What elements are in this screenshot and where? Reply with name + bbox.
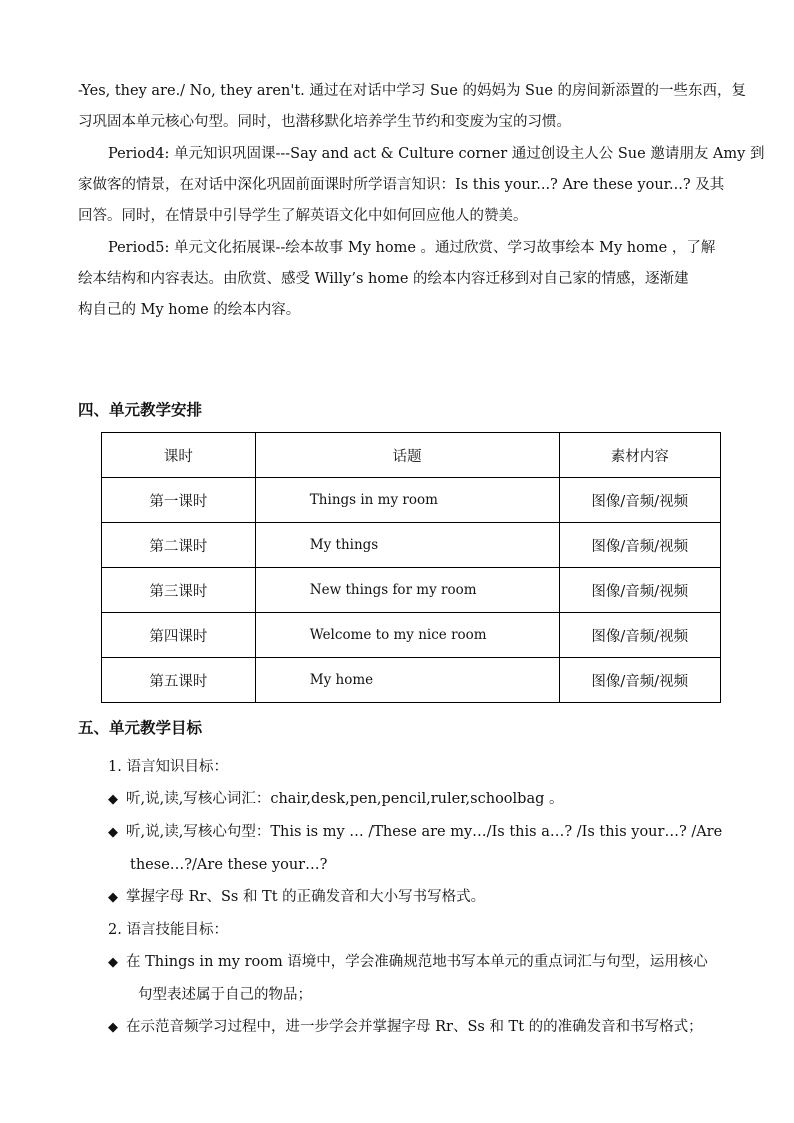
period4-paragraph: [78, 139, 765, 232]
text-line: 家做客的情景，在对话中深化巩固前面课时所学语言知识：Is this your...? Are these your...? 及其: [78, 177, 725, 193]
table-row: [102, 523, 721, 568]
table-row: [102, 613, 721, 658]
goal-text-continuation: 句型表述属于自己的物品；: [138, 987, 312, 1003]
section-5-heading: 五、单元教学目标: [78, 719, 203, 737]
column-header-materials: 素材内容: [559, 433, 720, 478]
table-cell-materials: 图像/音频/视频: [559, 658, 720, 703]
period5-paragraph: [78, 233, 750, 326]
table-cell-period: 第三课时: [102, 568, 256, 613]
goal-bullet: [108, 783, 758, 816]
text-line: 习巩固本单元核心句型。同时，也潜移默化培养学生节约和变废为宝的习惯。: [78, 114, 571, 130]
table-cell-topic: My things: [255, 523, 559, 568]
language-knowledge-goals: [108, 751, 758, 1044]
goal-text: 听,说,读,写核心词汇：chair,desk,pen,pencil,ruler,schoolbag 。: [126, 791, 564, 807]
text-line: Period4: 单元知识巩固课---Say and act & Culture corner 通过创设主人公 Sue 邀请朋友 Amy 到: [108, 146, 765, 162]
unit-schedule-table: [101, 432, 721, 703]
column-header-topic: 话题: [255, 433, 559, 478]
table-row: [102, 658, 721, 703]
table-cell-period: 第四课时: [102, 613, 256, 658]
goal-text: 在示范音频学习过程中，进一步学会并掌握字母 Rr、Ss 和 Tt 的的准确发音和书写格式；: [126, 1019, 703, 1035]
goal-text-continuation: these…?/Are these your…?: [130, 857, 328, 873]
text-line: -Yes, they are./ No, they aren't. 通过在对话中学习 Sue 的妈妈为 Sue 的房间新添置的一些东西，复: [78, 83, 747, 99]
table-cell-materials: 图像/音频/视频: [559, 523, 720, 568]
table-cell-period: 第一课时: [102, 478, 256, 523]
goal-title: 2. 语言技能目标：: [108, 922, 228, 938]
table-cell-period: 第五课时: [102, 658, 256, 703]
table-cell-topic: My home: [255, 658, 559, 703]
goal-bullet: [108, 816, 758, 849]
table-cell-period: 第二课时: [102, 523, 256, 568]
table-header-row: [102, 433, 721, 478]
diamond-bullet-icon: ◆: [108, 792, 118, 807]
text-line: 绘本结构和内容表达。由欣赏、感受 Willy’s home 的绘本内容迁移到对自己家的情感，逐渐建: [78, 271, 689, 287]
diamond-bullet-icon: ◆: [108, 825, 118, 840]
goal-title: 1. 语言知识目标：: [108, 759, 228, 775]
text-line: 构自己的 My home 的绘本内容。: [78, 302, 301, 318]
goal-bullet: [108, 881, 758, 914]
text-line: 回答。同时，在情景中引导学生了解英语文化中如何回应他人的赞美。: [78, 208, 528, 224]
section-4-heading: 四、单元教学安排: [78, 401, 203, 419]
table-cell-materials: 图像/音频/视频: [559, 568, 720, 613]
diamond-bullet-icon: ◆: [108, 890, 118, 905]
diamond-bullet-icon: ◆: [108, 1020, 118, 1035]
column-header-period: 课时: [102, 433, 256, 478]
table-cell-topic: New things for my room: [255, 568, 559, 613]
diamond-bullet-icon: ◆: [108, 955, 118, 970]
goal-text: 在 Things in my room 语境中，学会准确规范地书写本单元的重点词汇与句型，运用核心: [126, 954, 708, 970]
period3-paragraph-tail: [78, 76, 750, 138]
goal-text: 掌握字母 Rr、Ss 和 Tt 的正确发音和大小写书写格式。: [126, 889, 486, 905]
goal-text: 听,说,读,写核心句型：This is my … /These are my…/Is this a…? /Is this your…? /Are: [126, 824, 723, 840]
table-row: [102, 478, 721, 523]
text-line: Period5: 单元文化拓展课--绘本故事 My home 。通过欣赏、学习故事绘本 My home ，了解: [108, 240, 716, 256]
goal-bullet: [108, 946, 758, 979]
table-cell-topic: Welcome to my nice room: [255, 613, 559, 658]
table-cell-materials: 图像/音频/视频: [559, 613, 720, 658]
table-row: [102, 568, 721, 613]
table-cell-topic: Things in my room: [255, 478, 559, 523]
goal-bullet: [108, 1011, 758, 1044]
table-cell-materials: 图像/音频/视频: [559, 478, 720, 523]
